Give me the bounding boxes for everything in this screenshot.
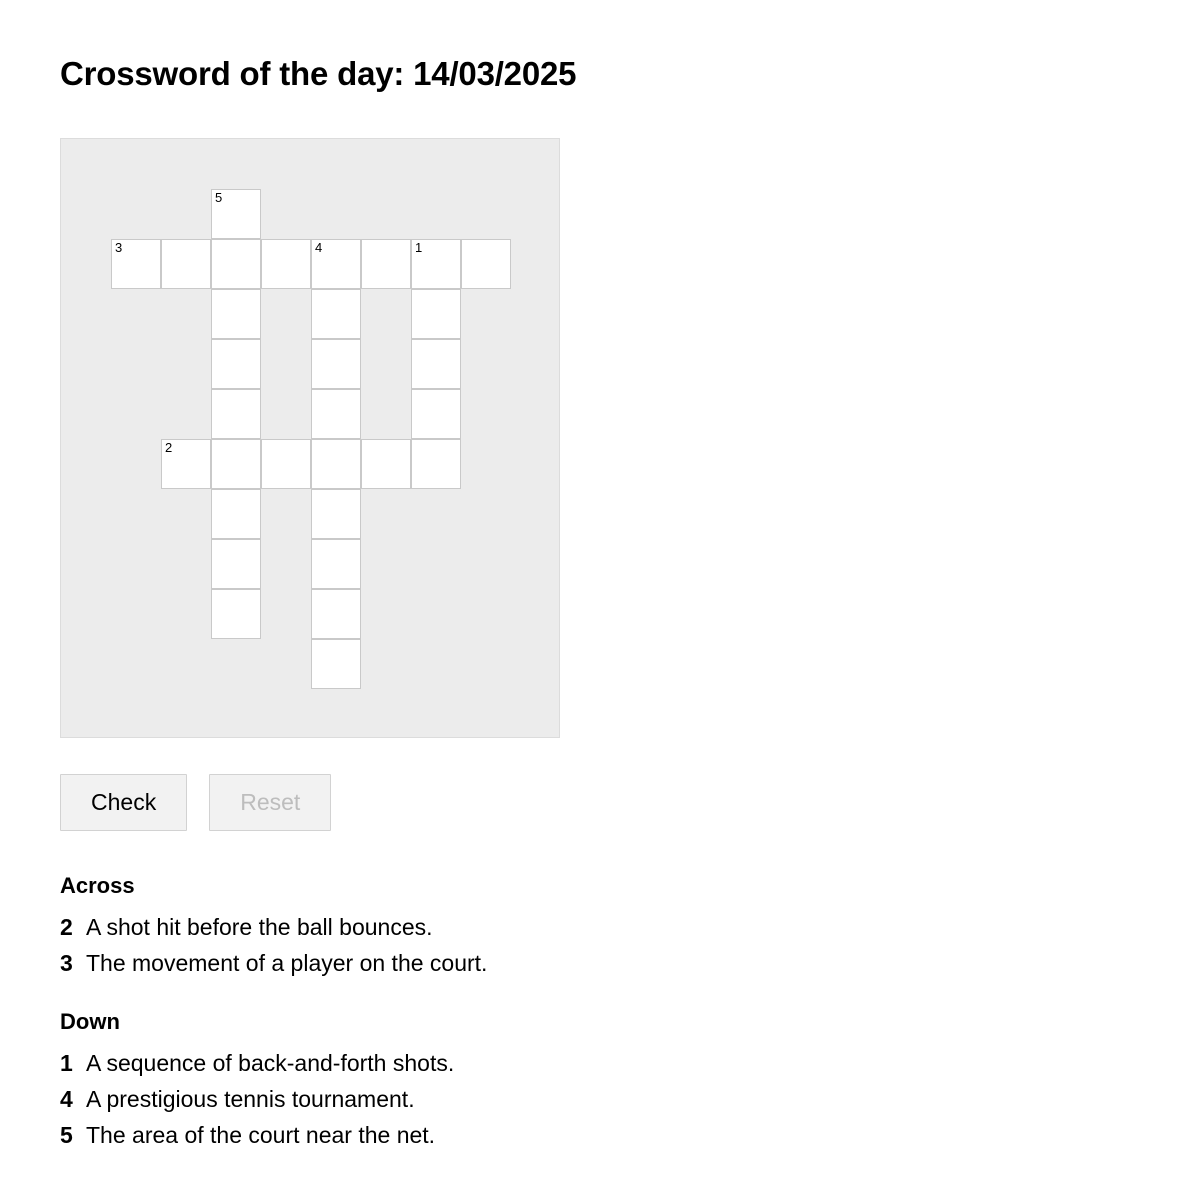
- crossword-cell[interactable]: [161, 439, 211, 489]
- cell-input[interactable]: [412, 340, 460, 388]
- cell-input[interactable]: [212, 540, 260, 588]
- cell-input[interactable]: [312, 340, 360, 388]
- page-title: Crossword of the day: 14/03/2025: [60, 55, 577, 92]
- crossword-cell[interactable]: [211, 539, 261, 589]
- crossword-cell[interactable]: [311, 589, 361, 639]
- cell-input[interactable]: [412, 440, 460, 488]
- crossword-cell[interactable]: [311, 339, 361, 389]
- cell-input[interactable]: [312, 590, 360, 638]
- crossword-cell[interactable]: [211, 339, 261, 389]
- down-clue-list: [60, 1045, 1200, 1153]
- crossword-grid[interactable]: [60, 138, 560, 738]
- cell-input[interactable]: [362, 440, 410, 488]
- crossword-cell[interactable]: [311, 239, 361, 289]
- down-heading: Down: [60, 1008, 120, 1034]
- crossword-cell[interactable]: [361, 439, 411, 489]
- cell-input[interactable]: [212, 340, 260, 388]
- crossword-cell[interactable]: [411, 289, 461, 339]
- cell-input[interactable]: [212, 390, 260, 438]
- across-heading: Across: [60, 872, 135, 898]
- crossword-cell[interactable]: [211, 439, 261, 489]
- crossword-cell[interactable]: [311, 439, 361, 489]
- crossword-cell[interactable]: [311, 539, 361, 589]
- cell-input[interactable]: [262, 440, 310, 488]
- cell-number: 2: [165, 439, 173, 455]
- cell-input[interactable]: [162, 240, 210, 288]
- clues-section: [60, 873, 1200, 1153]
- cell-input[interactable]: [212, 290, 260, 338]
- clue-number: 1: [60, 1049, 73, 1076]
- cell-input[interactable]: [312, 490, 360, 538]
- crossword-cell[interactable]: [311, 389, 361, 439]
- cell-number: 1: [415, 239, 423, 255]
- cell-input[interactable]: [462, 240, 510, 288]
- crossword-cell[interactable]: [211, 489, 261, 539]
- cell-input[interactable]: [412, 390, 460, 438]
- check-button[interactable]: Check: [60, 774, 187, 831]
- cell-number: 4: [315, 239, 323, 255]
- clue-text: A sequence of back-and-forth shots.: [86, 1049, 455, 1076]
- crossword-cell[interactable]: [211, 589, 261, 639]
- crossword-cell[interactable]: [411, 439, 461, 489]
- clue-number: 5: [60, 1121, 73, 1148]
- clue-number: 4: [60, 1085, 73, 1112]
- crossword-cell[interactable]: [361, 239, 411, 289]
- clue-item[interactable]: [60, 1045, 1200, 1081]
- across-clue-list: [60, 909, 1200, 981]
- clue-item[interactable]: [60, 1081, 1200, 1117]
- cell-input[interactable]: [312, 290, 360, 338]
- clue-number: 2: [60, 913, 73, 940]
- crossword-cell[interactable]: [211, 289, 261, 339]
- crossword-cell[interactable]: [261, 239, 311, 289]
- crossword-cell[interactable]: [211, 389, 261, 439]
- clue-text: The area of the court near the net.: [86, 1121, 436, 1148]
- crossword-cell[interactable]: [261, 439, 311, 489]
- cell-input[interactable]: [362, 240, 410, 288]
- clue-text: The movement of a player on the court.: [86, 949, 488, 976]
- clue-text: A shot hit before the ball bounces.: [86, 913, 433, 940]
- cell-input[interactable]: [412, 290, 460, 338]
- crossword-cell[interactable]: [211, 189, 261, 239]
- crossword-cell[interactable]: [311, 489, 361, 539]
- cell-number: 5: [215, 189, 223, 205]
- cell-input[interactable]: [212, 240, 260, 288]
- crossword-cell[interactable]: [311, 289, 361, 339]
- crossword-cell[interactable]: [461, 239, 511, 289]
- cell-number: 3: [115, 239, 123, 255]
- crossword-cell[interactable]: [211, 239, 261, 289]
- crossword-cell[interactable]: [411, 389, 461, 439]
- cell-input[interactable]: [312, 390, 360, 438]
- cell-input[interactable]: [312, 440, 360, 488]
- cell-input[interactable]: [212, 490, 260, 538]
- clue-number: 3: [60, 949, 73, 976]
- cell-input[interactable]: [212, 590, 260, 638]
- control-buttons: [60, 774, 1200, 831]
- cell-input[interactable]: [212, 440, 260, 488]
- cell-input[interactable]: [262, 240, 310, 288]
- cell-input[interactable]: [312, 640, 360, 688]
- reset-button[interactable]: Reset: [209, 774, 331, 831]
- crossword-cell[interactable]: [111, 239, 161, 289]
- crossword-cell[interactable]: [411, 339, 461, 389]
- clue-text: A prestigious tennis tournament.: [86, 1085, 415, 1112]
- crossword-cell[interactable]: [411, 239, 461, 289]
- clue-item[interactable]: [60, 1117, 1200, 1153]
- clue-item[interactable]: [60, 909, 1200, 945]
- cell-input[interactable]: [312, 540, 360, 588]
- crossword-cell[interactable]: [161, 239, 211, 289]
- clue-item[interactable]: [60, 945, 1200, 981]
- crossword-cell[interactable]: [311, 639, 361, 689]
